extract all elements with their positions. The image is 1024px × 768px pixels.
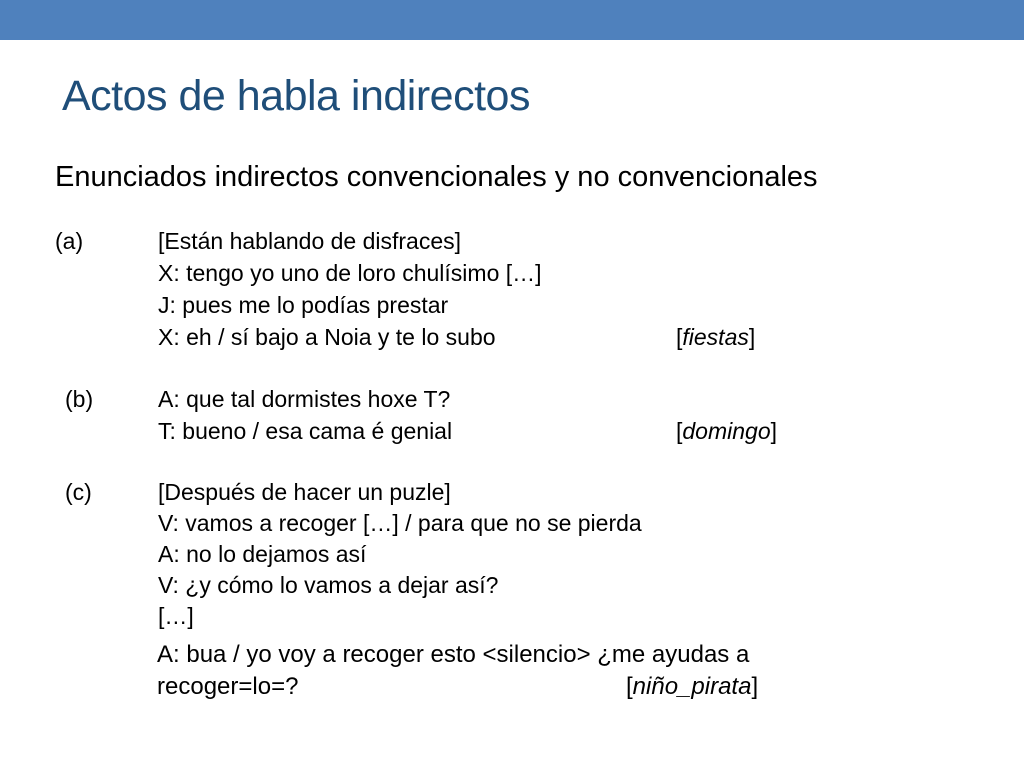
example-a-line-3: X: eh / sí bajo a Noia y te lo subo — [158, 324, 496, 350]
example-c-line-2: A: no lo dejamos así — [158, 541, 367, 567]
top-accent-bar — [0, 0, 1024, 40]
example-b-source: domingo — [682, 418, 771, 444]
example-c-final-line-2: recoger=lo=? — [157, 673, 299, 700]
example-a-label: (a) — [55, 228, 84, 254]
example-a-context: [Están hablando de disfraces] — [158, 228, 462, 254]
example-c-line-1: V: vamos a recoger […] / para que no se pierda — [158, 510, 642, 536]
slide-subtitle: Enunciados indirectos convencionales y no convencionales — [55, 161, 818, 193]
example-b-line-2: T: bueno / esa cama é genial — [158, 418, 453, 444]
example-c-source-tag: [niño_pirata] — [626, 673, 759, 700]
example-c-context: [Después de hacer un puzle] — [158, 479, 451, 505]
example-c-label: (c) — [65, 479, 92, 505]
example-b-label: (b) — [65, 386, 94, 412]
slide-title: Actos de habla indirectos — [62, 72, 530, 120]
example-b-line-1: A: que tal dormistes hoxe T? — [158, 386, 451, 412]
example-c-line-3: V: ¿y cómo lo vamos a dejar así? — [158, 572, 499, 598]
example-a-source-tag: [fiestas] — [676, 324, 756, 350]
example-c-final-line-1: A: bua / yo voy a recoger esto <silencio> ¿me ayudas a — [157, 641, 750, 668]
example-a-line-2: J: pues me lo podías prestar — [158, 292, 449, 318]
example-c-source: niño_pirata — [632, 673, 752, 700]
example-a-source: fiestas — [682, 324, 749, 350]
example-a-line-1: X: tengo yo uno de loro chulísimo […] — [158, 260, 542, 286]
example-c-line-4: […] — [158, 603, 194, 629]
example-b-source-tag: [domingo] — [676, 418, 778, 444]
